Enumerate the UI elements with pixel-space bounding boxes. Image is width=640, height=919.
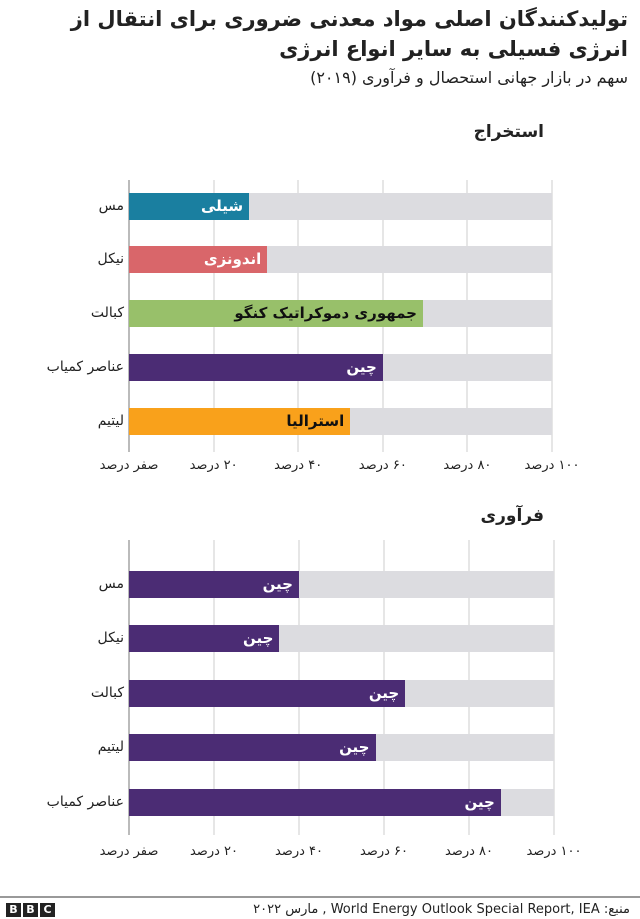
bar xyxy=(129,789,501,816)
footer-divider xyxy=(0,896,640,898)
bar-label: چین xyxy=(243,628,274,647)
category-label: کبالت xyxy=(90,304,124,321)
category-label: نیکل xyxy=(97,629,124,646)
category-label: عناصر کمیاب xyxy=(46,793,124,810)
category-label: عناصر کمیاب xyxy=(46,358,124,375)
x-tick-label: ۱۰۰ درصد xyxy=(526,844,582,859)
x-tick-label: ۲۰ درصد xyxy=(189,844,239,859)
bar-label: چین xyxy=(368,683,400,702)
x-tick-label: ۸۰ درصد xyxy=(444,844,494,859)
chart-subtitle: سهم در بازار جهانی استحصال و فرآوری (۲۰۱۹) xyxy=(310,68,628,87)
category-label: لیتیم xyxy=(97,738,124,755)
x-tick-label: صفر درصد xyxy=(99,844,159,859)
x-tick-label: ۶۰ درصد xyxy=(359,844,409,859)
category-label: لیتیم xyxy=(97,412,124,429)
x-tick-label: ۴۰ درصد xyxy=(274,844,324,859)
bar-label: چین xyxy=(464,792,495,811)
category-label: نیکل xyxy=(97,250,124,267)
bar-label: شیلی xyxy=(200,196,244,215)
bar-label: استرالیا xyxy=(286,411,345,430)
bar xyxy=(129,354,383,381)
bbc-logo: B B C xyxy=(6,903,55,917)
bar xyxy=(129,680,405,707)
bar-label: جمهوری دموکراتیک کنگو xyxy=(234,303,417,322)
x-tick-label: ۸۰ درصد xyxy=(443,458,492,473)
x-tick-label: ۴۰ درصد xyxy=(274,458,323,473)
category-label: مس xyxy=(98,575,124,592)
source-note: منبع: World Energy Outlook Special Report, IEA , مارس ۲۰۲۲ xyxy=(253,902,630,917)
bar-label: چین xyxy=(262,574,293,593)
bar-label: اندونزی xyxy=(203,249,262,268)
chart-title: تولیدکنندگان اصلی مواد معدنی ضروری برای انتقال از انرژی فسیلی به سایر انواع انرژی xyxy=(70,7,628,61)
x-tick-label: ۶۰ درصد xyxy=(358,458,407,473)
category-label: کبالت xyxy=(90,684,124,701)
bar-label: چین xyxy=(339,737,370,756)
panel-title: استخراج xyxy=(473,122,544,142)
category-label: مس xyxy=(98,197,124,214)
x-tick-label: ۲۰ درصد xyxy=(189,458,238,473)
x-tick-label: ۱۰۰ درصد xyxy=(524,458,580,473)
x-tick-label: صفر درصد xyxy=(99,458,159,473)
bar-label: چین xyxy=(346,357,377,376)
panel-title: فرآوری xyxy=(480,506,544,526)
